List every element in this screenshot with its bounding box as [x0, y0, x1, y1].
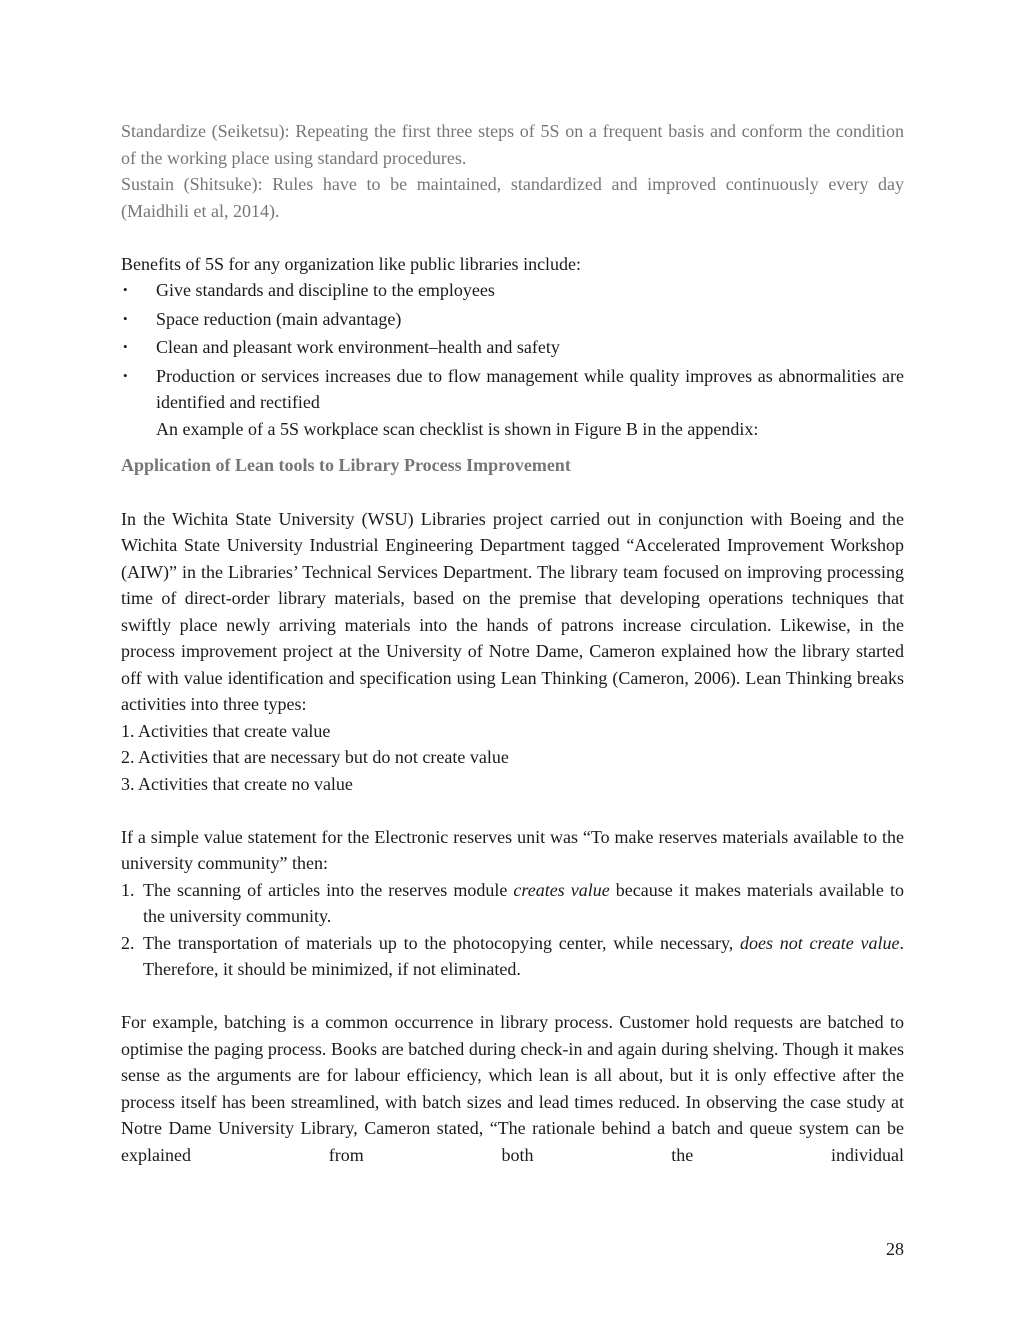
spacer [121, 797, 904, 824]
list-item [121, 877, 904, 930]
list-item-text: Production or services increases due to flow management while quality improves as abnormalities are identified and rectified [156, 365, 904, 412]
standardize-paragraph: Standardize (Seiketsu): Repeating the first three steps of 5S on a frequent basis and conform the condition of the working place using standard procedures. [121, 121, 904, 168]
list-item-text: The transportation of materials up to the photocopying center, while necessary, [143, 932, 741, 953]
emphasis-text: does not create value [740, 932, 900, 953]
bullet-icon: • [123, 282, 128, 297]
list-item [121, 334, 904, 361]
activity-type-2: 2. Activities that are necessary but do not create value [121, 747, 509, 767]
spacer [121, 479, 904, 506]
list-item-number: 1. [121, 879, 135, 900]
benefits-intro: Benefits of 5S for any organization like public libraries include: [121, 253, 582, 274]
activity-type-1: 1. Activities that create value [121, 720, 331, 741]
checklist-note: An example of a 5S workplace scan checklist is shown in Figure B in the appendix: [156, 418, 759, 439]
list-item-text: Give standards and discipline to the employees [156, 280, 495, 300]
section-heading: Application of Lean tools to Library Process Improvement [121, 455, 571, 475]
benefits-list [121, 277, 904, 416]
document-page [121, 118, 904, 1168]
bullet-icon: • [123, 310, 128, 326]
spacer [121, 224, 904, 251]
value-statement-list [121, 877, 904, 983]
activity-type-3: 3. Activities that create no value [121, 773, 353, 794]
list-item [121, 363, 904, 416]
list-item-text: . Therefore, it should be minimized, if not eliminated. [143, 932, 904, 979]
list-item-text: Clean and pleasant work environment–health and safety [156, 337, 560, 357]
page-number: 28 [886, 1239, 904, 1259]
list-item-number: 2. [121, 932, 135, 953]
spacer [121, 983, 904, 1010]
list-item [121, 306, 904, 333]
list-item [121, 277, 904, 304]
bullet-icon: • [123, 339, 128, 354]
batching-paragraph: For example, batching is a common occurrence in library process. Customer hold requests are batched to optimise the paging process. Books are batched during check-in and again during shelving. Though it makes sense as the arguments are for labour efficiency, which lean is all about, but it is only effective after the process itself has been streamlined, with batch sizes and lead times reduced. In observing the case study at Notre Dame University Library, Cameron stated, “The rationale behind a batch and queue system can be explained from both the individual [121, 1012, 904, 1165]
wsu-paragraph: In the Wichita State University (WSU) Libraries project carried out in conjunction with Boeing and the Wichita State University Industrial Engineering Department tagged “Accelerated Improvement Workshop (AIW)” in the Libraries’ Technical Services Department. The library team focused on improving processing time of direct-order library materials, based on the premise that developing operations techniques that swiftly place newly arriving materials into the hands of patrons increase circulation. Likewise, in the process improvement project at the University of Notre Dame, Cameron explained how the library started off with value identification and specification using Lean Thinking (Cameron, 2006). Lean Thinking breaks activities into three types: [121, 508, 904, 714]
list-item-text: because it makes materials available to the university community. [143, 879, 904, 926]
bullet-icon: • [123, 367, 128, 383]
value-statement-intro: If a simple value statement for the Electronic reserves unit was “To make reserves materials available to the university community” then: [121, 826, 904, 873]
list-item-text: Space reduction (main advantage) [156, 308, 402, 329]
emphasis-text: creates value [513, 879, 610, 900]
sustain-paragraph: Sustain (Shitsuke): Rules have to be maintained, standardized and improved continuously every day (Maidhili et al, 2014). [121, 174, 904, 221]
list-item [121, 930, 904, 983]
list-item-text: The scanning of articles into the reserves module [143, 879, 514, 900]
